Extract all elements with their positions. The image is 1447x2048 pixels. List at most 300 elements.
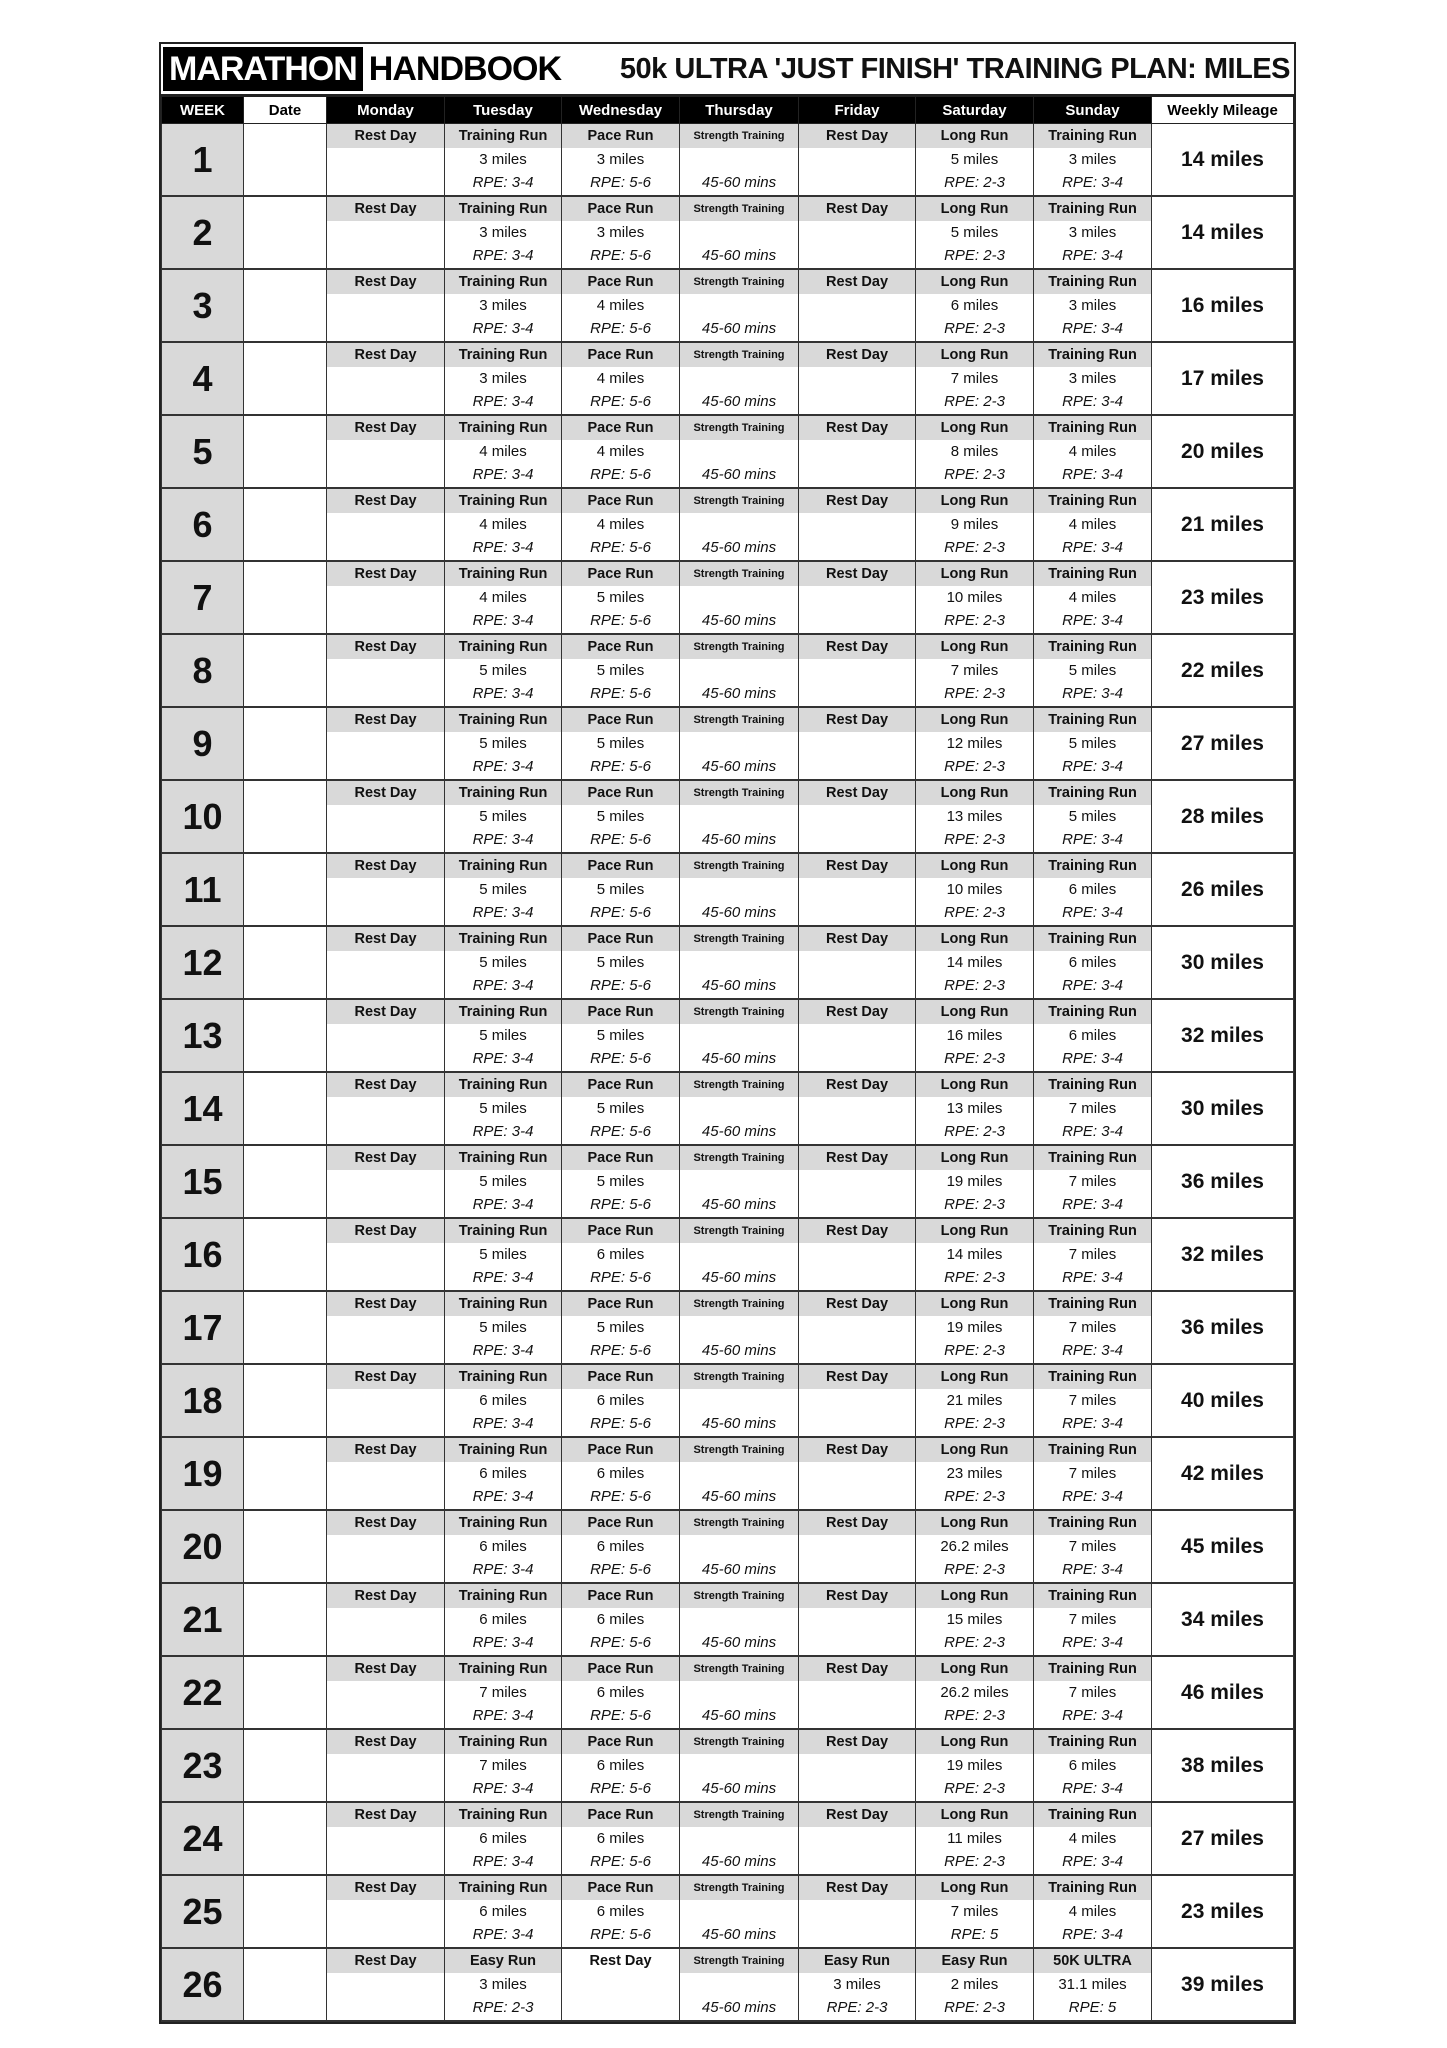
note <box>799 1193 915 1217</box>
day-cell <box>916 1656 1034 1729</box>
note <box>327 828 444 852</box>
day-cell <box>680 1875 799 1948</box>
workout-title: Rest Day <box>327 854 444 878</box>
weekly-mileage: 14 miles <box>1152 196 1294 269</box>
note <box>799 1412 915 1436</box>
day-cell <box>799 1291 916 1364</box>
distance: 7 miles <box>1068 1100 1117 1117</box>
day-cell <box>916 853 1034 926</box>
note: RPE: 3-4 <box>1062 758 1123 775</box>
distance <box>799 221 915 244</box>
date-cell[interactable] <box>244 853 327 926</box>
workout-title: Rest Day <box>589 1953 652 1969</box>
distance: 6 miles <box>479 1611 527 1628</box>
distance: 4 miles <box>596 370 645 387</box>
workout-title: Training Run <box>1034 197 1151 221</box>
distance <box>327 513 444 536</box>
distance: 4 miles <box>596 516 645 533</box>
note: RPE: 3-4 <box>472 1269 534 1286</box>
day-cell <box>1034 1729 1152 1802</box>
date-cell[interactable] <box>244 780 327 853</box>
workout-title: Strength Training <box>680 1073 798 1097</box>
day-cell <box>327 342 445 415</box>
workout-title: Rest Day <box>327 1000 444 1024</box>
workout-title: Pace Run <box>562 562 679 586</box>
note <box>799 171 915 195</box>
weekly-mileage: 20 miles <box>1152 415 1294 488</box>
distance: 5 miles <box>1068 808 1117 825</box>
workout-title: Training Run <box>445 635 561 659</box>
day-cell <box>680 124 799 197</box>
date-cell[interactable] <box>244 999 327 1072</box>
note <box>799 755 915 779</box>
day-cell <box>680 1218 799 1291</box>
distance: 5 miles <box>479 735 527 752</box>
note <box>799 390 915 414</box>
note <box>327 1923 444 1947</box>
week-number: 12 <box>162 926 244 999</box>
workout-title: Training Run <box>1034 270 1151 294</box>
distance: 21 miles <box>946 1392 1003 1409</box>
day-cell <box>799 1948 916 2021</box>
day-cell <box>799 1656 916 1729</box>
workout-title: Rest Day <box>799 1292 915 1316</box>
date-cell[interactable] <box>244 1218 327 1291</box>
distance: 6 miles <box>596 1538 645 1555</box>
date-cell[interactable] <box>244 415 327 488</box>
workout-title: Easy Run <box>799 1949 915 1973</box>
day-cell <box>799 415 916 488</box>
note: RPE: 3-4 <box>472 1707 534 1724</box>
note: RPE: 3-4 <box>1062 1926 1123 1943</box>
day-cell <box>562 707 680 780</box>
distance: 6 miles <box>479 1903 527 1920</box>
day-cell <box>562 1948 680 2021</box>
marathon-handbook-logo <box>163 47 567 91</box>
weekly-mileage: 34 miles <box>1152 1583 1294 1656</box>
day-cell <box>916 1510 1034 1583</box>
distance: 15 miles <box>946 1611 1003 1628</box>
note: 45-60 mins <box>701 1853 777 1870</box>
day-cell <box>327 1437 445 1510</box>
workout-title: Rest Day <box>799 562 915 586</box>
note <box>799 1923 915 1947</box>
date-cell[interactable] <box>244 1583 327 1656</box>
workout-title: Pace Run <box>562 1073 679 1097</box>
note <box>799 901 915 925</box>
note: RPE: 3-4 <box>472 1342 534 1359</box>
day-cell <box>916 999 1034 1072</box>
distance: 6 miles <box>479 1465 527 1482</box>
day-cell <box>327 269 445 342</box>
day-cell <box>680 1437 799 1510</box>
note: RPE: 5-6 <box>590 1853 651 1870</box>
workout-title: Training Run <box>445 1146 561 1170</box>
workout-title: Training Run <box>445 1219 561 1243</box>
column-header-tuesday: Tuesday <box>445 97 562 124</box>
note: RPE: 3-4 <box>1062 1561 1123 1578</box>
week-number: 14 <box>162 1072 244 1145</box>
workout-title: Long Run <box>916 927 1033 951</box>
distance <box>799 1681 915 1704</box>
date-cell[interactable] <box>244 1072 327 1145</box>
workout-title: Long Run <box>916 1584 1033 1608</box>
week-row <box>162 926 1294 999</box>
distance: 9 miles <box>950 516 999 533</box>
note: RPE: 2-3 <box>944 1415 1005 1432</box>
distance: 7 miles <box>479 1684 527 1701</box>
note: 45-60 mins <box>701 1123 777 1140</box>
day-cell <box>1034 1583 1152 1656</box>
workout-title: Rest Day <box>799 1584 915 1608</box>
note: 45-60 mins <box>701 1561 777 1578</box>
distance: 6 miles <box>479 1538 527 1555</box>
weekly-mileage: 17 miles <box>1152 342 1294 415</box>
note: RPE: 5-6 <box>590 1269 651 1286</box>
note <box>327 1558 444 1582</box>
note: RPE: 3-4 <box>472 1196 534 1213</box>
note: RPE: 5-6 <box>590 758 651 775</box>
distance: 4 miles <box>479 443 527 460</box>
date-cell[interactable] <box>244 707 327 780</box>
day-cell <box>1034 853 1152 926</box>
day-cell <box>916 1875 1034 1948</box>
distance <box>327 1462 444 1485</box>
workout-title: Rest Day <box>327 1073 444 1097</box>
workout-title: Long Run <box>916 1000 1033 1024</box>
week-number: 18 <box>162 1364 244 1437</box>
workout-title: Rest Day <box>799 854 915 878</box>
distance <box>680 1973 798 1996</box>
distance: 5 miles <box>479 662 527 679</box>
day-cell <box>916 415 1034 488</box>
weekly-mileage: 16 miles <box>1152 269 1294 342</box>
note: RPE: 2-3 <box>944 1780 1005 1797</box>
day-cell <box>562 1510 680 1583</box>
date-cell[interactable] <box>244 488 327 561</box>
note: RPE: 2-3 <box>944 1707 1005 1724</box>
note: 45-60 mins <box>701 174 777 191</box>
note: RPE: 5-6 <box>590 1634 651 1651</box>
note: 45-60 mins <box>701 1050 777 1067</box>
distance: 19 miles <box>946 1173 1003 1190</box>
week-number: 2 <box>162 196 244 269</box>
distance: 6 miles <box>596 1392 645 1409</box>
note: RPE: 3-4 <box>472 1853 534 1870</box>
distance: 4 miles <box>479 589 527 606</box>
date-cell[interactable] <box>244 561 327 634</box>
workout-title: Training Run <box>445 1876 561 1900</box>
day-cell <box>1034 1218 1152 1291</box>
distance <box>799 1535 915 1558</box>
distance <box>562 1973 679 1996</box>
note: RPE: 3-4 <box>1062 1780 1123 1797</box>
workout-title: Pace Run <box>562 1438 679 1462</box>
distance <box>799 1754 915 1777</box>
note: 45-60 mins <box>701 539 777 556</box>
day-cell <box>562 926 680 999</box>
workout-title: Strength Training <box>680 270 798 294</box>
workout-title: Rest Day <box>799 708 915 732</box>
distance: 7 miles <box>1068 1246 1117 1263</box>
week-number: 24 <box>162 1802 244 1875</box>
distance <box>327 1900 444 1923</box>
distance <box>799 878 915 901</box>
week-number: 3 <box>162 269 244 342</box>
weekly-mileage: 30 miles <box>1152 1072 1294 1145</box>
day-cell <box>1034 1802 1152 1875</box>
day-cell <box>327 1218 445 1291</box>
note: RPE: 5-6 <box>590 904 651 921</box>
distance: 3 miles <box>596 151 645 168</box>
day-cell <box>916 1802 1034 1875</box>
note: RPE: 2-3 <box>472 1999 534 2016</box>
workout-title: Rest Day <box>799 1803 915 1827</box>
day-cell <box>680 1510 799 1583</box>
workout-title: Training Run <box>445 781 561 805</box>
note: RPE: 2-3 <box>944 393 1005 410</box>
date-cell[interactable] <box>244 634 327 707</box>
day-cell <box>680 1802 799 1875</box>
workout-title: Long Run <box>916 197 1033 221</box>
distance: 7 miles <box>950 1903 999 1920</box>
distance: 6 miles <box>1068 881 1117 898</box>
day-cell <box>562 269 680 342</box>
note <box>799 682 915 706</box>
day-cell <box>327 124 445 197</box>
note: 45-60 mins <box>701 1415 777 1432</box>
note: RPE: 3-4 <box>1062 685 1123 702</box>
workout-title: Training Run <box>445 197 561 221</box>
distance: 3 miles <box>1068 297 1117 314</box>
day-cell <box>916 1218 1034 1291</box>
date-cell[interactable] <box>244 1291 327 1364</box>
distance: 14 miles <box>946 954 1003 971</box>
distance: 6 miles <box>1068 954 1117 971</box>
date-cell[interactable] <box>244 1510 327 1583</box>
workout-title: Training Run <box>1034 489 1151 513</box>
week-row <box>162 1948 1294 2021</box>
workout-title: Training Run <box>445 1438 561 1462</box>
workout-title: Training Run <box>1034 1146 1151 1170</box>
workout-title: Training Run <box>445 343 561 367</box>
workout-title: Training Run <box>445 1511 561 1535</box>
workout-title: Rest Day <box>799 124 915 148</box>
distance: 7 miles <box>479 1757 527 1774</box>
distance: 5 miles <box>596 1319 645 1336</box>
workout-title: Training Run <box>1034 343 1151 367</box>
workout-title: Long Run <box>916 781 1033 805</box>
workout-title: Strength Training <box>680 1292 798 1316</box>
day-cell <box>1034 488 1152 561</box>
note: RPE: 5-6 <box>590 1561 651 1578</box>
week-row <box>162 1218 1294 1291</box>
plan-title: 50k ULTRA 'JUST FINISH' TRAINING PLAN: MILES <box>619 52 1290 85</box>
note: RPE: 3-4 <box>1062 977 1123 994</box>
distance <box>680 1681 798 1704</box>
week-number: 4 <box>162 342 244 415</box>
distance <box>799 1170 915 1193</box>
workout-title: Long Run <box>916 416 1033 440</box>
day-cell <box>562 561 680 634</box>
note <box>799 1266 915 1290</box>
week-row <box>162 780 1294 853</box>
note: 45-60 mins <box>701 1196 777 1213</box>
date-cell[interactable] <box>244 1875 327 1948</box>
day-cell <box>327 926 445 999</box>
date-cell[interactable] <box>244 1437 327 1510</box>
date-cell[interactable] <box>244 1802 327 1875</box>
workout-title: Long Run <box>916 489 1033 513</box>
distance: 2 miles <box>950 1976 999 1993</box>
workout-title: Training Run <box>1034 124 1151 148</box>
note: RPE: 3-4 <box>1062 1050 1123 1067</box>
note <box>799 1631 915 1655</box>
date-cell[interactable] <box>244 1656 327 1729</box>
date-cell[interactable] <box>244 124 327 197</box>
note <box>799 1777 915 1801</box>
week-number: 23 <box>162 1729 244 1802</box>
workout-title: Rest Day <box>327 1511 444 1535</box>
distance: 3 miles <box>1068 224 1117 241</box>
date-cell[interactable] <box>244 1729 327 1802</box>
weekly-mileage: 22 miles <box>1152 634 1294 707</box>
day-cell <box>327 1875 445 1948</box>
day-cell <box>799 853 916 926</box>
workout-title: Pace Run <box>562 1511 679 1535</box>
date-cell[interactable] <box>244 269 327 342</box>
date-cell[interactable] <box>244 1948 327 2021</box>
distance <box>327 951 444 974</box>
note: RPE: 2-3 <box>944 1123 1005 1140</box>
workout-title: Pace Run <box>562 1803 679 1827</box>
note: RPE: 3-4 <box>472 1561 534 1578</box>
note: 45-60 mins <box>701 320 777 337</box>
date-cell[interactable] <box>244 1364 327 1437</box>
note <box>327 682 444 706</box>
note <box>327 1996 444 2020</box>
workout-title: Rest Day <box>327 124 444 148</box>
workout-title: Rest Day <box>799 1073 915 1097</box>
day-cell <box>799 634 916 707</box>
workout-title: Training Run <box>445 124 561 148</box>
day-cell <box>445 1510 562 1583</box>
note: RPE: 3-4 <box>1062 1196 1123 1213</box>
distance <box>680 1389 798 1412</box>
workout-title: Training Run <box>445 708 561 732</box>
week-row <box>162 1656 1294 1729</box>
distance <box>680 1316 798 1339</box>
workout-title: 50K ULTRA <box>1034 1949 1151 1973</box>
distance <box>799 1243 915 1266</box>
workout-title: Rest Day <box>327 197 444 221</box>
note <box>799 1558 915 1582</box>
note <box>799 1704 915 1728</box>
note: RPE: 5-6 <box>590 1050 651 1067</box>
title-bar <box>161 44 1294 96</box>
date-cell[interactable] <box>244 926 327 999</box>
training-plan-sheet <box>159 42 1296 2024</box>
note: 45-60 mins <box>701 1926 777 1943</box>
workout-title: Long Run <box>916 708 1033 732</box>
weekly-mileage: 23 miles <box>1152 561 1294 634</box>
workout-title: Training Run <box>1034 1073 1151 1097</box>
note <box>327 609 444 633</box>
date-cell[interactable] <box>244 342 327 415</box>
weekly-mileage: 46 miles <box>1152 1656 1294 1729</box>
workout-title: Pace Run <box>562 1730 679 1754</box>
day-cell <box>1034 1656 1152 1729</box>
day-cell <box>562 1218 680 1291</box>
workout-title: Long Run <box>916 1292 1033 1316</box>
workout-title: Strength Training <box>680 124 798 148</box>
day-cell <box>445 1437 562 1510</box>
distance: 4 miles <box>596 443 645 460</box>
plan-table <box>161 96 1294 2022</box>
day-cell <box>327 634 445 707</box>
workout-title: Pace Run <box>562 1000 679 1024</box>
distance: 10 miles <box>946 881 1003 898</box>
day-cell <box>799 488 916 561</box>
note <box>327 1777 444 1801</box>
note: RPE: 3-4 <box>472 1123 534 1140</box>
workout-title: Training Run <box>445 1292 561 1316</box>
distance: 3 miles <box>833 1976 881 1993</box>
day-cell <box>445 780 562 853</box>
distance: 5 miles <box>596 881 645 898</box>
note: RPE: 3-4 <box>1062 612 1123 629</box>
date-cell[interactable] <box>244 1145 327 1218</box>
workout-title: Rest Day <box>327 781 444 805</box>
note: RPE: 3-4 <box>472 1634 534 1651</box>
workout-title: Rest Day <box>799 1365 915 1389</box>
note: 45-60 mins <box>701 1269 777 1286</box>
workout-title: Pace Run <box>562 343 679 367</box>
distance: 5 miles <box>479 1173 527 1190</box>
day-cell <box>799 1510 916 1583</box>
day-cell <box>327 1948 445 2021</box>
workout-title: Rest Day <box>327 1146 444 1170</box>
distance <box>327 1681 444 1704</box>
workout-title: Training Run <box>1034 635 1151 659</box>
distance: 6 miles <box>1068 1027 1117 1044</box>
day-cell <box>916 1291 1034 1364</box>
distance: 4 miles <box>596 297 645 314</box>
day-cell <box>327 1145 445 1218</box>
note: 45-60 mins <box>701 612 777 629</box>
day-cell <box>562 853 680 926</box>
workout-title: Training Run <box>1034 1438 1151 1462</box>
distance: 5 miles <box>596 662 645 679</box>
day-cell <box>799 780 916 853</box>
day-cell <box>562 1364 680 1437</box>
workout-title: Long Run <box>916 854 1033 878</box>
workout-title: Long Run <box>916 124 1033 148</box>
distance: 13 miles <box>946 1100 1003 1117</box>
note: RPE: 3-4 <box>1062 1415 1123 1432</box>
note: RPE: 5-6 <box>590 247 651 264</box>
distance <box>680 805 798 828</box>
distance <box>680 1024 798 1047</box>
day-cell <box>680 1656 799 1729</box>
workout-title: Training Run <box>445 562 561 586</box>
day-cell <box>445 1583 562 1656</box>
note: RPE: 5-6 <box>590 1707 651 1724</box>
day-cell <box>562 1291 680 1364</box>
note <box>562 1996 679 2020</box>
date-cell[interactable] <box>244 196 327 269</box>
column-header-week: WEEK <box>162 97 244 124</box>
